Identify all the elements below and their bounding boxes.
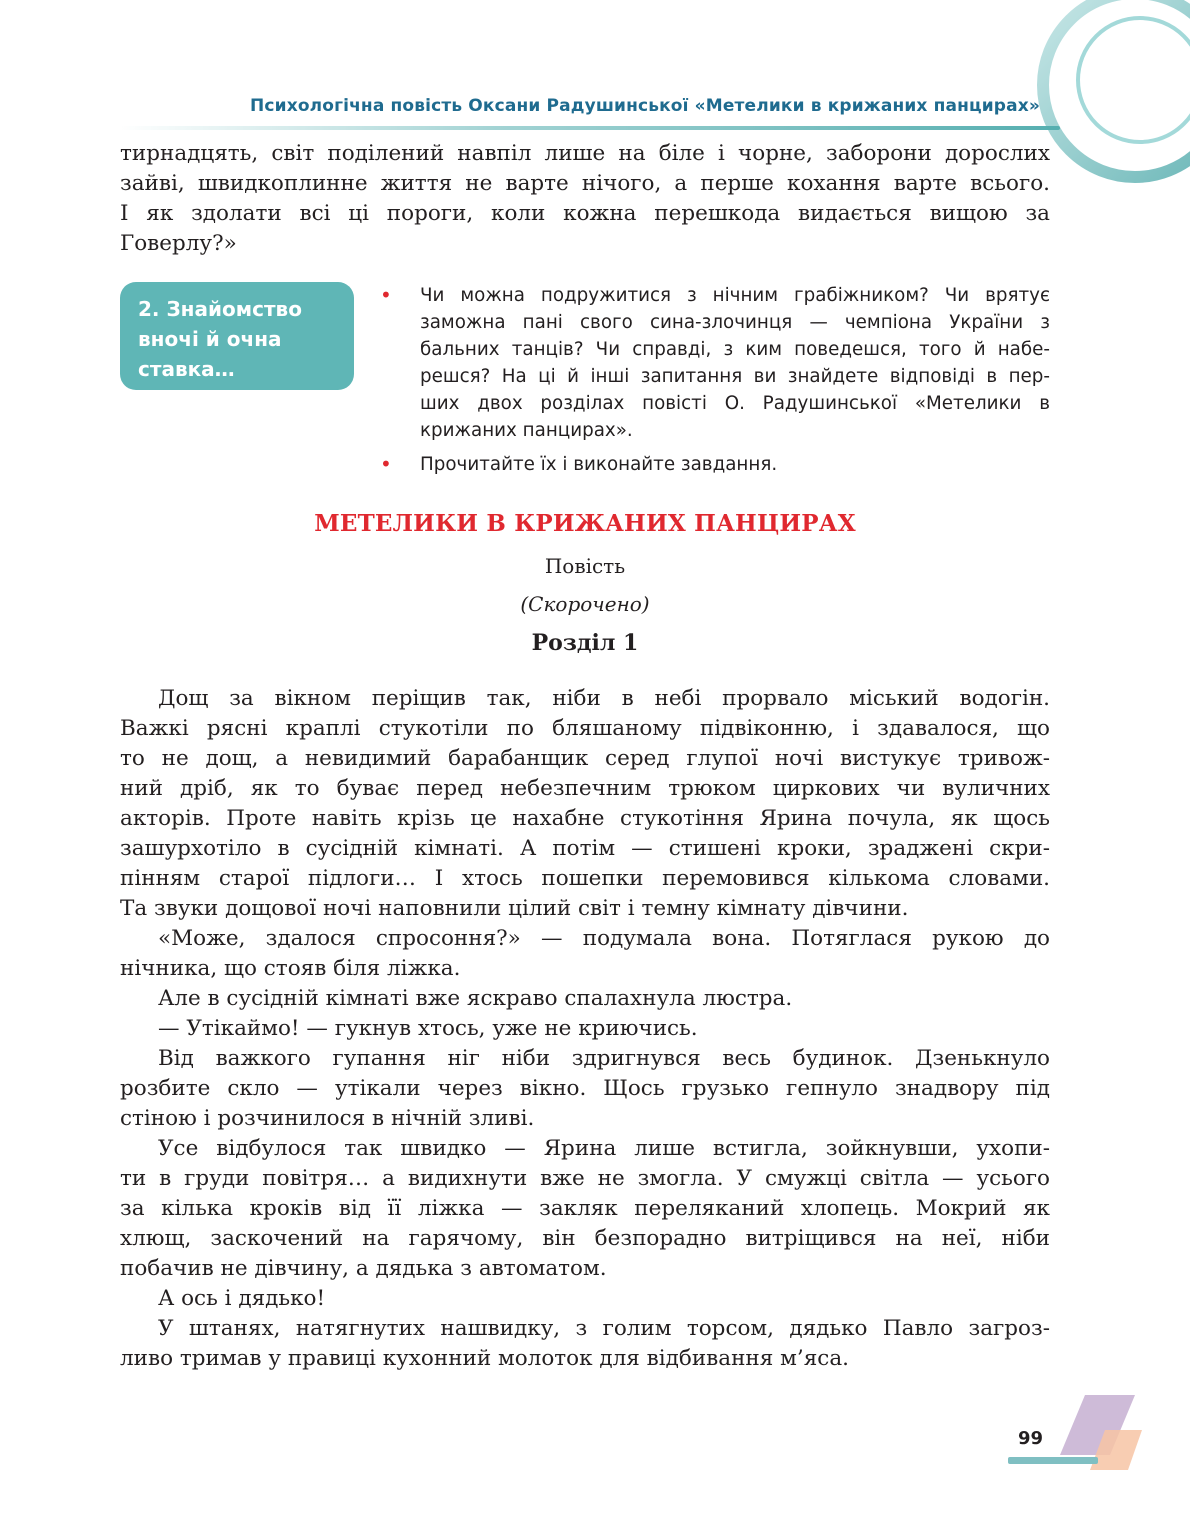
body-line: — Утікаймо! — гукнув хтось, уже не криючись.: [158, 1016, 698, 1041]
bullet-line: Чи можна подружитися з нічним грабіжником? Чи врятує: [420, 285, 1050, 306]
badge-line: 2. Знайомство: [138, 297, 302, 321]
body-line: А ось і дядько!: [158, 1286, 326, 1311]
body-line: зашурхотіло в сусідній кімнаті. А потім — стишені кроки, зраджені скри-: [120, 836, 1050, 861]
body-line: Важкі рясні краплі стукотіли по бляшаному підвіконню, і здавалося, що: [120, 716, 1050, 741]
intro-paragraph: [120, 139, 1050, 259]
body-line: то не дощ, а невидимий барабанщик серед глупої ночі вистукує тривож-: [120, 746, 1050, 771]
bullet-line: заможна пані свого сина-злочинця — чемпіона України з: [420, 312, 1050, 333]
body-line: пінням старої підлоги… І хтось пошепки перемовився кількома словами.: [120, 866, 1050, 891]
body-line: Від важкого гупання ніг ніби здригнувся весь будинок. Дзенькнуло: [158, 1046, 1050, 1071]
body-line: ти в груди повітря… а видихнути вже не змогла. У смужці світла — усього: [120, 1166, 1050, 1191]
story-note: (Скорочено): [520, 592, 650, 616]
text-line: Говерлу?»: [120, 231, 237, 256]
body-line: ливо тримав у правиці кухонний молоток для відбивання м’яса.: [120, 1346, 849, 1371]
bullet-item: [380, 282, 1050, 444]
badge-line: ставка…: [138, 357, 235, 381]
story-title: МЕТЕЛИКИ В КРИЖАНИХ ПАНЦИРАХ: [314, 510, 856, 537]
corner-decoration: [1000, 1385, 1190, 1475]
body-line: хлющ, заскочений на гарячому, він безпорадно витріщився на неї, ніби: [120, 1226, 1050, 1251]
body-line: за кілька кроків від її ліжка — закляк переляканий хлопець. Мокрий як: [120, 1196, 1050, 1221]
body-line: Усе відбулося так швидко — Ярина лише встигла, зойкнувши, ухопи-: [158, 1136, 1050, 1161]
bullet-list: [380, 282, 1050, 478]
text-line: тирнадцять, світ поділений навпіл лише на біле і чорне, заборони дорослих: [120, 141, 1050, 166]
bullet-line: бальних танців? Чи справді, з ким поведешся, того й набе-: [420, 339, 1050, 360]
body-line: «Може, здалося спросоння?» — подумала вона. Потяглася рукою до: [158, 926, 1050, 951]
badge-line: вночі й очна: [138, 327, 282, 351]
body-line: ний дріб, як то буває перед небезпечним трюком циркових чи вуличних: [120, 776, 1050, 801]
bullet-line: Прочитайте їх і виконайте завдання.: [420, 454, 778, 475]
bullet-line: крижаних панцирах».: [420, 420, 633, 441]
bullet-dot-icon: •: [380, 283, 392, 307]
body-line: Та звуки дощової ночі наповнили цілий світ і темну кімнату дівчини.: [120, 896, 909, 921]
text-line: зайві, швидкоплинне життя не варте нічого, а перше кохання варте всього.: [120, 171, 1050, 196]
body-line: Але в сусідній кімнаті вже яскраво спалахнула люстра.: [158, 986, 793, 1011]
bullet-dot-icon: •: [380, 452, 392, 476]
story-body: [120, 684, 1050, 1374]
bullet-line: ших двох розділах повісті О. Радушинської «Метелики в: [420, 393, 1050, 414]
body-line: Дощ за вікном періщив так, ніби в небі прорвало міський водогін.: [158, 686, 1050, 711]
body-line: нічника, що стояв біля ліжка.: [120, 956, 461, 981]
running-header: Психологічна повість Оксани Радушинської «Метелики в крижаних панцирах»: [250, 96, 1040, 116]
header-divider: [120, 126, 1060, 130]
story-genre: Повість: [544, 554, 626, 578]
bullet-line: решся? На ці й інші запитання ви знайдете відповіді в пер-: [420, 366, 1050, 387]
bullet-item: [380, 451, 1050, 478]
body-line: акторів. Проте навіть крізь це нахабне стукотіння Ярина почула, як щось: [120, 806, 1050, 831]
chapter-title: Розділ 1: [531, 630, 639, 656]
body-line: побачив не дівчину, а дядька з автоматом.: [120, 1256, 607, 1281]
body-line: стіною і розчинилося в нічній зливі.: [120, 1106, 535, 1131]
body-line: У штанях, натягнутих нашвидку, з голим торсом, дядько Павло загроз-: [158, 1316, 1050, 1341]
body-line: розбите скло — утікали через вікно. Щось грузько гепнуло знадвору під: [120, 1076, 1050, 1101]
page-number: 99: [1018, 1428, 1044, 1449]
section-badge: [120, 282, 354, 390]
text-line: І як здолати всі ці пороги, коли кожна перешкода видається вищою за: [120, 201, 1050, 226]
